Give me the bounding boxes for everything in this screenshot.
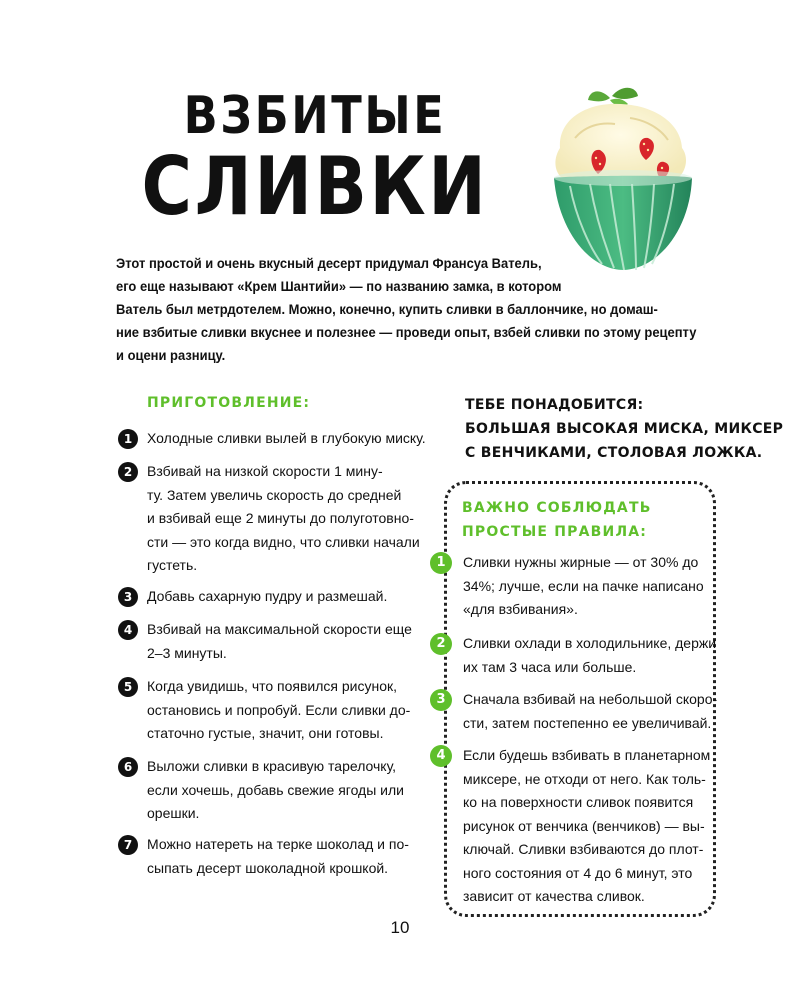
rule-line: миксере, не отходи от него. Как толь- xyxy=(463,770,706,787)
rule-line: ко на поверхности сливок появится xyxy=(463,794,694,810)
step-7 xyxy=(118,833,409,880)
step-text xyxy=(147,675,411,746)
rule-1 xyxy=(430,551,710,622)
step-number-badge: 2 xyxy=(118,462,138,482)
step-line: Взбивай на максимальной скорости еще xyxy=(147,621,412,637)
step-line: 2–3 минуты. xyxy=(147,644,227,661)
step-text xyxy=(147,427,426,451)
rule-4 xyxy=(430,744,710,909)
intro-line: Ватель был метрдотелем. Можно, конечно, купить сливки в баллончике, но домаш- xyxy=(116,302,658,317)
step-line: ту. Затем увеличь скорость до средней xyxy=(147,486,402,503)
equipment-line: БОЛЬШАЯ ВЫСОКАЯ МИСКА, МИКСЕР xyxy=(465,421,784,437)
step-line: остановись и попробуй. Если сливки до- xyxy=(147,701,411,718)
whipped-cream-bowl-icon xyxy=(540,78,720,278)
step-line: густеть. xyxy=(147,557,198,573)
rules-heading xyxy=(462,496,652,544)
step-4 xyxy=(118,618,412,665)
step-text xyxy=(147,618,412,665)
step-text xyxy=(147,833,409,880)
equipment-line: С ВЕНЧИКАМИ, СТОЛОВАЯ ЛОЖКА. xyxy=(465,445,763,461)
rule-line: Сливки охлади в холодильнике, держи xyxy=(463,635,717,651)
equipment-list xyxy=(465,393,784,465)
intro-line: Этот простой и очень вкусный десерт придумал Франсуа Ватель, xyxy=(116,256,542,271)
step-line: Добавь сахарную пудру и размешай. xyxy=(147,588,388,604)
rule-2 xyxy=(430,632,717,679)
intro-line: и оцени разницу. xyxy=(116,348,226,363)
rule-line: 34%; лучше, если на пачке написано xyxy=(463,577,704,594)
rule-number-badge: 3 xyxy=(430,689,452,711)
step-number-badge: 7 xyxy=(118,835,138,855)
step-number-badge: 5 xyxy=(118,677,138,697)
step-number-badge: 4 xyxy=(118,620,138,640)
rule-number-badge: 4 xyxy=(430,745,452,767)
rule-line: Если будешь взбивать в планетарном xyxy=(463,747,711,763)
step-line: сти — это когда видно, что сливки начали xyxy=(147,533,420,550)
step-line: если хочешь, добавь свежие ягоды или xyxy=(147,781,404,798)
rule-line: рисунок от венчика (венчиков) — вы- xyxy=(463,817,705,834)
step-line: Можно натереть на терке шоколад и по- xyxy=(147,836,409,852)
step-2 xyxy=(118,460,420,578)
step-line: и взбивай еще 2 минуты до полуготовно- xyxy=(147,510,414,526)
rule-3 xyxy=(430,688,718,735)
step-number-badge: 1 xyxy=(118,429,138,449)
rule-line: Сливки нужны жирные — от 30% до xyxy=(463,554,699,570)
rule-line: зависит от качества сливок. xyxy=(463,888,645,904)
rule-line: ного состояния от 4 до 6 минут, это xyxy=(463,864,693,881)
rule-line: Сначала взбивай на небольшой скоро- xyxy=(463,691,718,707)
rule-number-badge: 1 xyxy=(430,552,452,574)
preparation-heading: ПРИГОТОВЛЕНИЕ: xyxy=(147,395,311,411)
step-1 xyxy=(118,427,426,451)
step-number-badge: 3 xyxy=(118,587,138,607)
step-number-badge: 6 xyxy=(118,757,138,777)
rule-text xyxy=(463,632,717,679)
rule-text xyxy=(463,551,710,622)
step-line: орешки. xyxy=(147,805,200,821)
step-line: статочно густые, значит, они готовы. xyxy=(147,725,384,741)
title-line-2: СЛИВКИ xyxy=(141,140,489,233)
rule-line: ключай. Сливки взбиваются до плот- xyxy=(463,841,704,857)
rule-line: их там 3 часа или больше. xyxy=(463,658,637,675)
intro-paragraph xyxy=(116,252,697,367)
page-number: 10 xyxy=(390,918,410,937)
rule-text xyxy=(463,688,718,735)
step-text xyxy=(147,585,403,609)
rules-heading-line: ПРОСТЫЕ ПРАВИЛА: xyxy=(462,524,648,540)
equipment-heading: ТЕБЕ ПОНАДОБИТСЯ: xyxy=(465,397,644,413)
step-text xyxy=(147,460,420,578)
step-3 xyxy=(118,585,403,609)
step-line: Когда увидишь, что появился рисунок, xyxy=(147,678,398,694)
title-line-1: ВЗБИТЫЕ xyxy=(183,86,447,146)
step-6 xyxy=(118,755,403,826)
step-line: Выложи сливки в красивую тарелочку, xyxy=(147,758,397,774)
step-text xyxy=(147,755,403,826)
step-line: сыпать десерт шоколадной крошкой. xyxy=(147,859,389,876)
rule-line: «для взбивания». xyxy=(463,601,578,617)
rule-line: сти, затем постепенно ее увеличивай. xyxy=(463,714,712,731)
rules-heading-line: ВАЖНО СОБЛЮДАТЬ xyxy=(462,500,652,516)
rule-number-badge: 2 xyxy=(430,633,452,655)
intro-line: ние взбитые сливки вкуснее и полезнее — проведи опыт, взбей сливки по этому рецепту xyxy=(116,325,697,340)
step-5 xyxy=(118,675,411,746)
step-line: Взбивай на низкой скорости 1 мину- xyxy=(147,463,383,479)
rule-text xyxy=(463,744,710,909)
intro-line: его еще называют «Крем Шантийи» — по названию замка, в котором xyxy=(116,279,562,294)
step-line: Холодные сливки вылей в глубокую миску. xyxy=(147,430,426,446)
